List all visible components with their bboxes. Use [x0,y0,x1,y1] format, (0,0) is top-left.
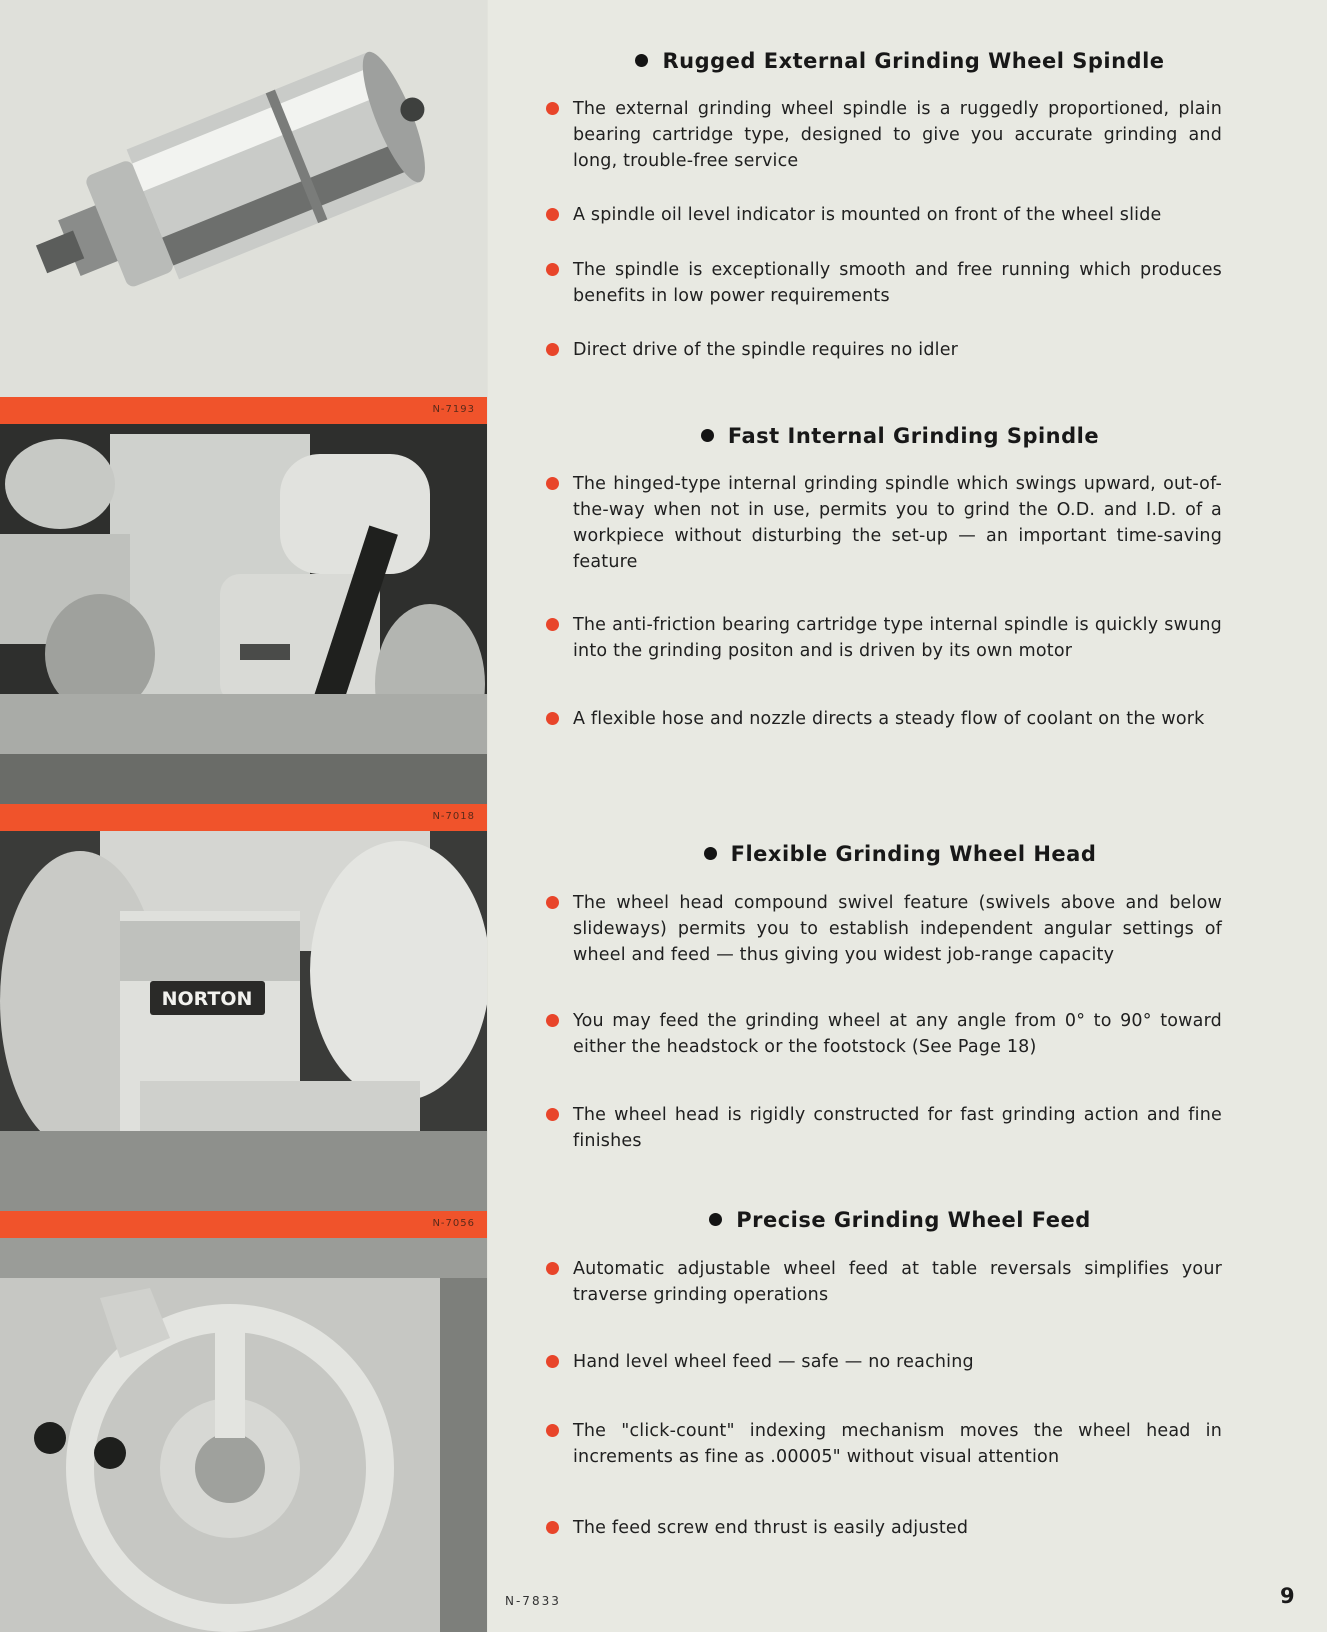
list-item: The feed screw end thrust is easily adjusted [546,1515,1222,1541]
list-item: The external grinding wheel spindle is a ruggedly proportioned, plain bearing cartridge type, designed to give you accurate grinding and long, trouble-free service [546,96,1222,174]
list-item: The wheel head is rigidly constructed for fast grinding action and fine finishes [546,1102,1222,1154]
bullet-icon [546,618,559,631]
list-item: The wheel head compound swivel feature (swivels above and below slideways) permits you to establish independent angular settings of wheel and feed — thus giving you widest job-range capacity [546,890,1222,968]
list-item: The spindle is exceptionally smooth and free running which produces benefits in low power requirements [546,257,1222,309]
photo-code: N-7018 [432,811,475,822]
list-item: Hand level wheel feed — safe — no reaching [546,1349,1222,1375]
bullet-icon [704,847,717,860]
list-item: The hinged-type internal grinding spindle which swings upward, out-of-the-way when not in use, permits you to grind the O.D. and I.D. of a workpiece without disturbing the set-up — an important time-saving feature [546,471,1222,575]
bullet-icon [546,263,559,276]
photo-caption-band [0,1211,487,1238]
section-title: Precise Grinding Wheel Feed [520,1208,1280,1232]
text-column [488,0,1327,1632]
svg-text:NORTON: NORTON [161,988,253,1010]
bullet-icon [546,343,559,356]
photo-spindle [0,0,487,397]
bullet-icon [546,102,559,115]
photo-internal-spindle [0,424,487,804]
bullet-icon [546,208,559,221]
bullet-icon [546,1262,559,1275]
footer-code: N-7833 [505,1594,561,1608]
page-number: 9 [1280,1584,1295,1608]
photo-handwheel [0,1238,487,1632]
photo-wheel-head [0,831,487,1211]
bullet-icon [546,1355,559,1368]
photo-caption-band [0,397,487,424]
bullet-icon [546,1108,559,1121]
list-item: A flexible hose and nozzle directs a steady flow of coolant on the work [546,706,1222,732]
list-item: The "click-count" indexing mechanism moves the wheel head in increments as fine as .00005" without visual attention [546,1418,1222,1470]
bullet-icon [546,1521,559,1534]
bullet-icon [546,896,559,909]
section-title: Flexible Grinding Wheel Head [520,842,1280,866]
bullet-icon [546,1424,559,1437]
list-item: Automatic adjustable wheel feed at table reversals simplifies your traverse grinding operations [546,1256,1222,1308]
list-item: The anti-friction bearing cartridge type internal spindle is quickly swung into the grinding positon and is driven by its own motor [546,612,1222,664]
photo-code: N-7056 [432,1218,475,1229]
bullet-icon [635,54,648,67]
bullet-icon [701,429,714,442]
list-item: You may feed the grinding wheel at any angle from 0° to 90° toward either the headstock or the footstock (See Page 18) [546,1008,1222,1060]
bullet-icon [546,477,559,490]
list-item: A spindle oil level indicator is mounted on front of the wheel slide [546,202,1222,228]
bullet-icon [546,712,559,725]
photo-caption-band [0,804,487,831]
bullet-icon [546,1014,559,1027]
photo-code: N-7193 [432,404,475,415]
list-item: Direct drive of the spindle requires no idler [546,337,1222,363]
section-title: Fast Internal Grinding Spindle [520,424,1280,448]
section-title: Rugged External Grinding Wheel Spindle [520,49,1280,73]
bullet-icon [709,1213,722,1226]
